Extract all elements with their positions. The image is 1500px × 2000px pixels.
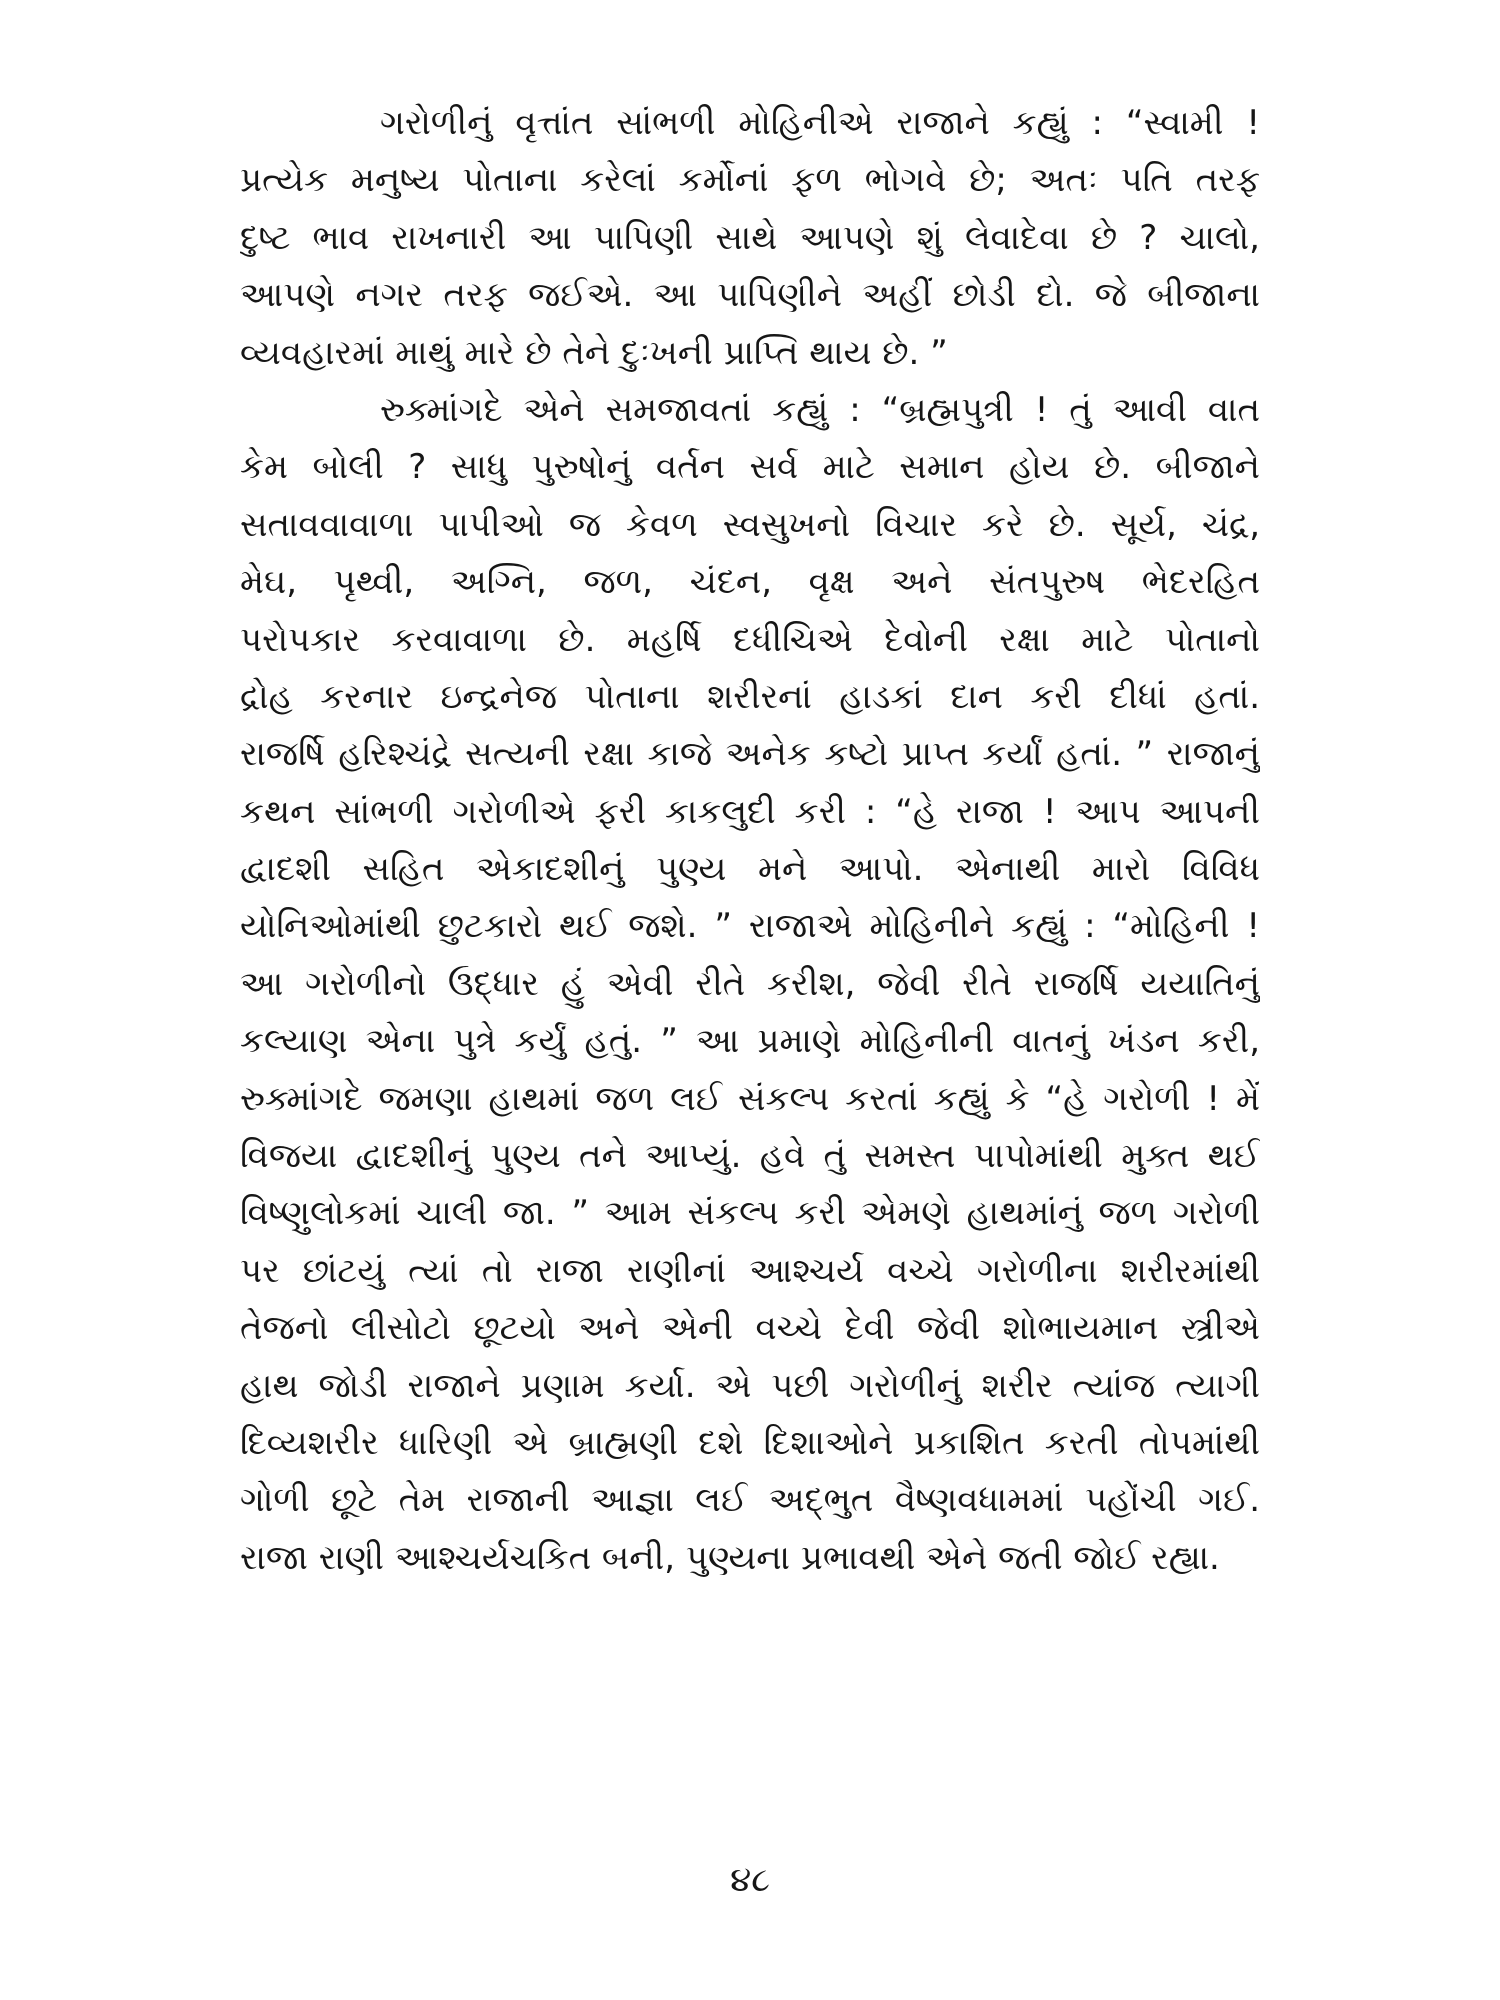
- text-line: વિજયા દ્વાદશીનું પુણ્ય તને આપ્યું. હવે તું સમસ્ત પાપોમાંથી મુક્ત થઈ: [240, 1136, 1260, 1177]
- text-line: સતાવવાવાળા પાપીઓ જ કેવળ સ્વસુખનો વિચાર કરે છે. સૂર્ય, ચંદ્ર,: [240, 504, 1260, 545]
- text-line: હાથ જોડી રાજાને પ્રણામ કર્યા. એ પછી ગરોળીનું શરીર ત્યાંજ ત્યાગી: [240, 1365, 1260, 1406]
- text-line: પર છાંટયું ત્યાં તો રાજા રાણીનાં આશ્ચર્ય વચ્ચે ગરોળીના શરીરમાંથી: [240, 1250, 1260, 1291]
- text-line: દુષ્ટ ભાવ રાખનારી આ પાપિણી સાથે આપણે શું લેવાદેવા છે ? ચાલો,: [240, 217, 1260, 258]
- text-line: ગરોળીનું વૃત્તાંત સાંભળી મોહિનીએ રાજાને કહ્યું : “સ્વામી !: [380, 103, 1260, 143]
- text-line: વ્યવહારમાં માથું મારે છે તેને દુઃખની પ્રાપ્તિ થાય છે. ”: [240, 332, 948, 373]
- page-number: ૪૮: [730, 1860, 770, 1900]
- text-line: ગોળી છૂટે તેમ રાજાની આજ્ઞા લઈ અદ્ભુત વૈષ્ણવધામમાં પહોંચી ગઈ.: [240, 1480, 1260, 1521]
- text-line: રાજા રાણી આશ્ચર્યચકિત બની, પુણ્યના પ્રભાવથી એને જતી જોઈ રહ્યા.: [240, 1537, 1220, 1578]
- text-line: દિવ્યશરીર ધારિણી એ બ્રાહ્મણી દશે દિશાઓને પ્રકાશિત કરતી તોપમાંથી: [240, 1422, 1260, 1463]
- text-line: પ્રત્યેક મનુષ્ય પોતાના કરેલાં કર્મોનાં ફળ ભોગવે છે; અતઃ પતિ તરફ: [240, 160, 1260, 201]
- text-line: રુક્માંગદે એને સમજાવતાં કહ્યું : “બ્રહ્મપુત્રી ! તું આવી વાત: [380, 389, 1260, 430]
- text-line: રાજર્ષિ હરિશ્ચંદ્રે સત્યની રક્ષા કાજે અનેક કષ્ટો પ્રાપ્ત કર્યાં હતાં. ” રાજાનું: [240, 734, 1260, 775]
- text-line: કેમ બોલી ? સાધુ પુરુષોનું વર્તન સર્વ માટે સમાન હોય છે. બીજાને: [240, 447, 1260, 488]
- text-line: આ ગરોળીનો ઉદ્ધાર હું એવી રીતે કરીશ, જેવી રીતે રાજર્ષિ યયાતિનું: [240, 963, 1260, 1004]
- text-line: મેઘ, પૃથ્વી, અગ્નિ, જળ, ચંદન, વૃક્ષ અને સંતપુરુષ ભેદરહિત: [240, 562, 1260, 603]
- text-line: કથન સાંભળી ગરોળીએ ફરી કાકલુદી કરી : “હે રાજા ! આપ આપની: [240, 791, 1260, 832]
- text-line: તેજનો લીસોટો છૂટયો અને એની વચ્ચે દેવી જેવી શોભાયમાન સ્ત્રીએ: [240, 1308, 1260, 1349]
- text-line: રુક્માંગદે જમણા હાથમાં જળ લઈ સંકલ્પ કરતાં કહ્યું કે “હે ગરોળી ! મેં: [240, 1078, 1260, 1119]
- text-line: વિષ્ણુલોકમાં ચાલી જા. ” આમ સંકલ્પ કરી એમણે હાથમાંનું જળ ગરોળી: [240, 1193, 1260, 1234]
- text-line: દ્વાદશી સહિત એકાદશીનું પુણ્ય મને આપો. એનાથી મારો વિવિધ: [240, 849, 1260, 890]
- body-text: [240, 95, 1260, 1587]
- text-line: દ્રોહ કરનાર ઇન્દ્રનેજ પોતાના શરીરનાં હાડકાં દાન કરી દીધાં હતાં.: [240, 676, 1260, 717]
- text-line: આપણે નગર તરફ જઈએ. આ પાપિણીને અહીં છોડી દો. જે બીજાના: [240, 275, 1260, 316]
- text-line: પરોપકાર કરવાવાળા છે. મહર્ષિ દધીચિએ દેવોની રક્ષા માટે પોતાનો: [240, 619, 1260, 660]
- text-line: કલ્યાણ એના પુત્રે કર્યું હતું. ” આ પ્રમાણે મોહિનીની વાતનું ખંડન કરી,: [240, 1021, 1260, 1062]
- text-line: યોનિઓમાંથી છુટકારો થઈ જશે. ” રાજાએ મોહિનીને કહ્યું : “મોહિની !: [240, 906, 1260, 947]
